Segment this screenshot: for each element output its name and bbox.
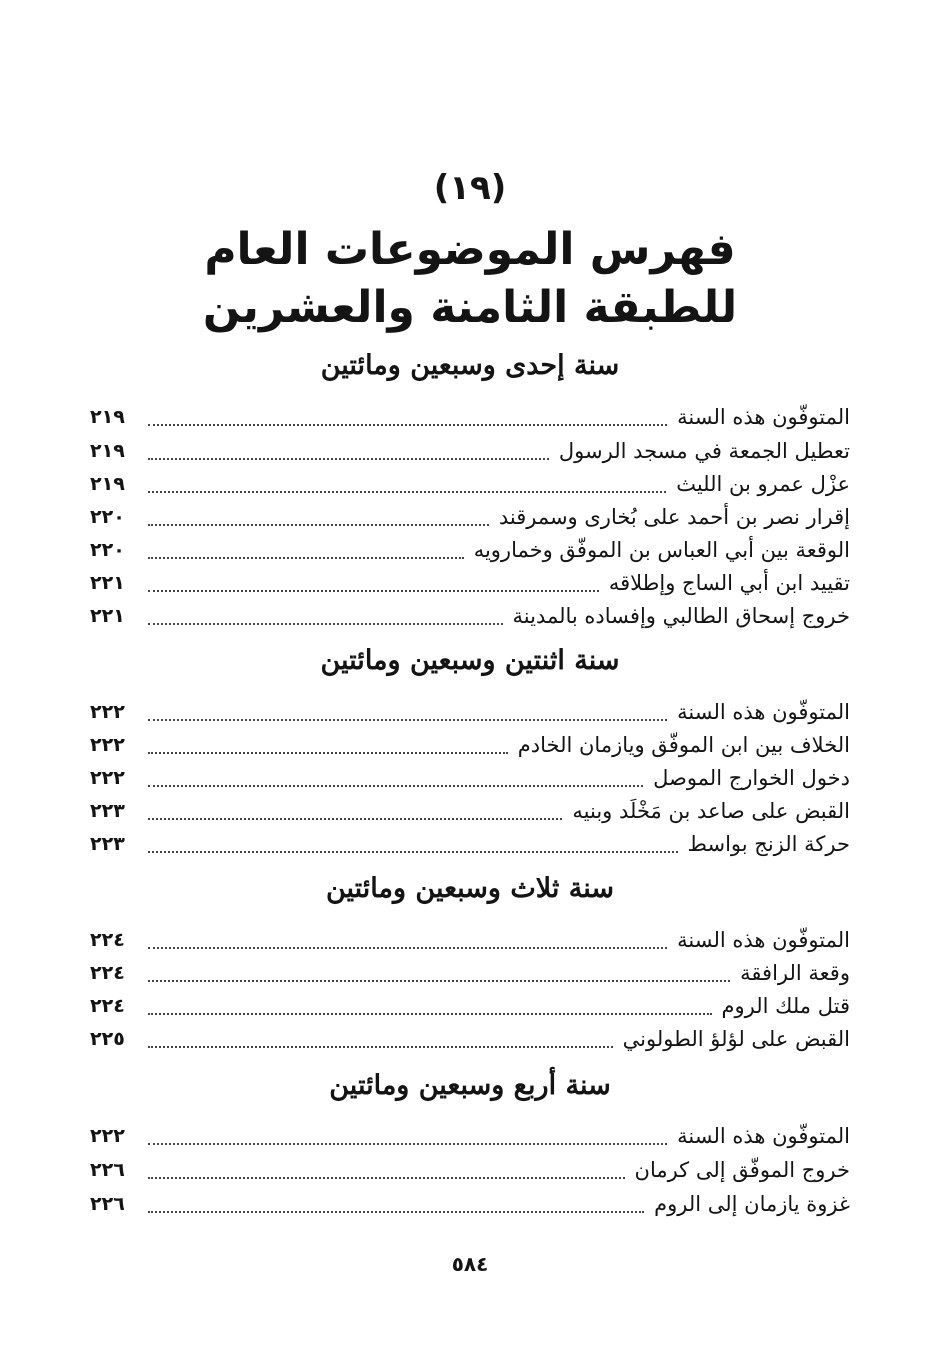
entry-title: غزوة يازمان إلى الروم [654,1192,850,1216]
index-entry [90,1024,850,1054]
index-entry [90,402,850,432]
entry-title: تعطيل الجمعة في مسجد الرسول [558,439,850,463]
dot-leader [148,458,549,460]
index-entry [90,697,850,727]
entry-title: المتوفّون هذه السنة [677,405,850,429]
index-entry [90,730,850,760]
dot-leader [148,851,678,853]
index-entry [90,796,850,826]
index-title: فهرس الموضوعات العام [204,224,736,275]
page-number: ٥٨٤ [451,1252,489,1276]
dot-leader [148,491,666,493]
entry-page: ٢٢٤ [90,929,125,951]
index-entry [90,502,850,532]
entry-page: ٢٢١ [90,572,125,594]
dot-leader [148,590,599,592]
dot-leader [148,424,667,426]
index-entry [90,829,850,859]
entry-title: خروج إسحاق الطالبي وإفساده بالمدينة [512,604,850,628]
index-entry [90,436,850,466]
entry-page: ٢٢١ [90,605,125,627]
dot-leader [148,1046,613,1048]
index-entry [90,958,850,988]
index-entry [90,925,850,955]
entry-page: ٢٢٢ [90,767,125,789]
dot-leader [148,752,508,754]
entry-title: خروج الموفّق إلى كرمان [634,1158,850,1182]
index-entry [90,1155,850,1185]
entry-title: المتوفّون هذه السنة [677,928,850,952]
dot-leader [148,719,667,721]
index-entry [90,469,850,499]
entry-title: وقعة الرافقة [740,961,850,985]
entry-page: ٢٢٥ [90,1028,125,1050]
year-heading: سنة إحدى وسبعين ومائتين [320,350,620,381]
index-entry [90,1189,850,1219]
entry-page: ٢١٩ [90,473,125,495]
entry-title: حركة الزنج بواسط [687,832,850,856]
dot-leader [148,947,667,949]
index-entry [90,763,850,793]
year-heading: سنة اثنتين وسبعين ومائتين [320,645,620,676]
entry-title: المتوفّون هذه السنة [677,700,850,724]
entry-title: الخلاف بين ابن الموفّق ويازمان الخادم [517,733,850,757]
dot-leader [148,818,562,820]
dot-leader [148,557,464,559]
entry-title: تقييد ابن أبي الساج وإطلاقه [608,571,850,595]
dot-leader [148,623,503,625]
index-entry [90,991,850,1021]
entry-title: قتل ملك الروم [721,994,850,1018]
year-heading: سنة ثلاث وسبعين ومائتين [325,873,615,904]
index-entry [90,568,850,598]
entry-page: ٢٢٤ [90,962,125,984]
entry-page: ٢٢٠ [90,539,125,561]
entry-page: ٢٢٢ [90,701,125,723]
entry-page: ٢٢٢ [90,1125,125,1147]
entry-page: ٢٢٠ [90,506,125,528]
entry-page: ٢٢٦ [90,1159,125,1181]
entry-title: المتوفّون هذه السنة [677,1124,850,1148]
entry-title: الوقعة بين أبي العباس بن الموفّق وخمارويه [473,538,850,562]
index-entry [90,1121,850,1151]
entry-page: ٢٢٤ [90,995,125,1017]
dot-leader [148,1013,712,1015]
entry-page: ٢٢٢ [90,734,125,756]
entry-page: ٢١٩ [90,440,125,462]
entry-title: إقرار نصر بن أحمد على بُخارى وسمرقند [498,505,850,529]
entry-title: دخول الخوارج الموصل [653,766,850,790]
entry-title: القبض على صاعد بن مَخْلَد وبنيه [572,799,850,823]
dot-leader [148,1177,625,1179]
dot-leader [148,980,730,982]
index-number: (١٩) [433,168,507,208]
dot-leader [148,524,489,526]
year-heading: سنة أربع وسبعين ومائتين [329,1070,611,1101]
dot-leader [148,1143,667,1145]
index-subtitle: للطبقة الثامنة والعشرين [202,282,738,333]
entry-page: ٢١٩ [90,406,125,428]
entry-page: ٢٢٣ [90,800,125,822]
entry-page: ٢٢٣ [90,833,125,855]
entry-title: عزْل عمرو بن الليث [676,472,850,496]
dot-leader [148,1211,644,1213]
index-entry [90,601,850,631]
dot-leader [148,785,643,787]
entry-page: ٢٢٦ [90,1193,125,1215]
index-entry [90,535,850,565]
entry-title: القبض على لؤلؤ الطولوني [622,1027,850,1051]
